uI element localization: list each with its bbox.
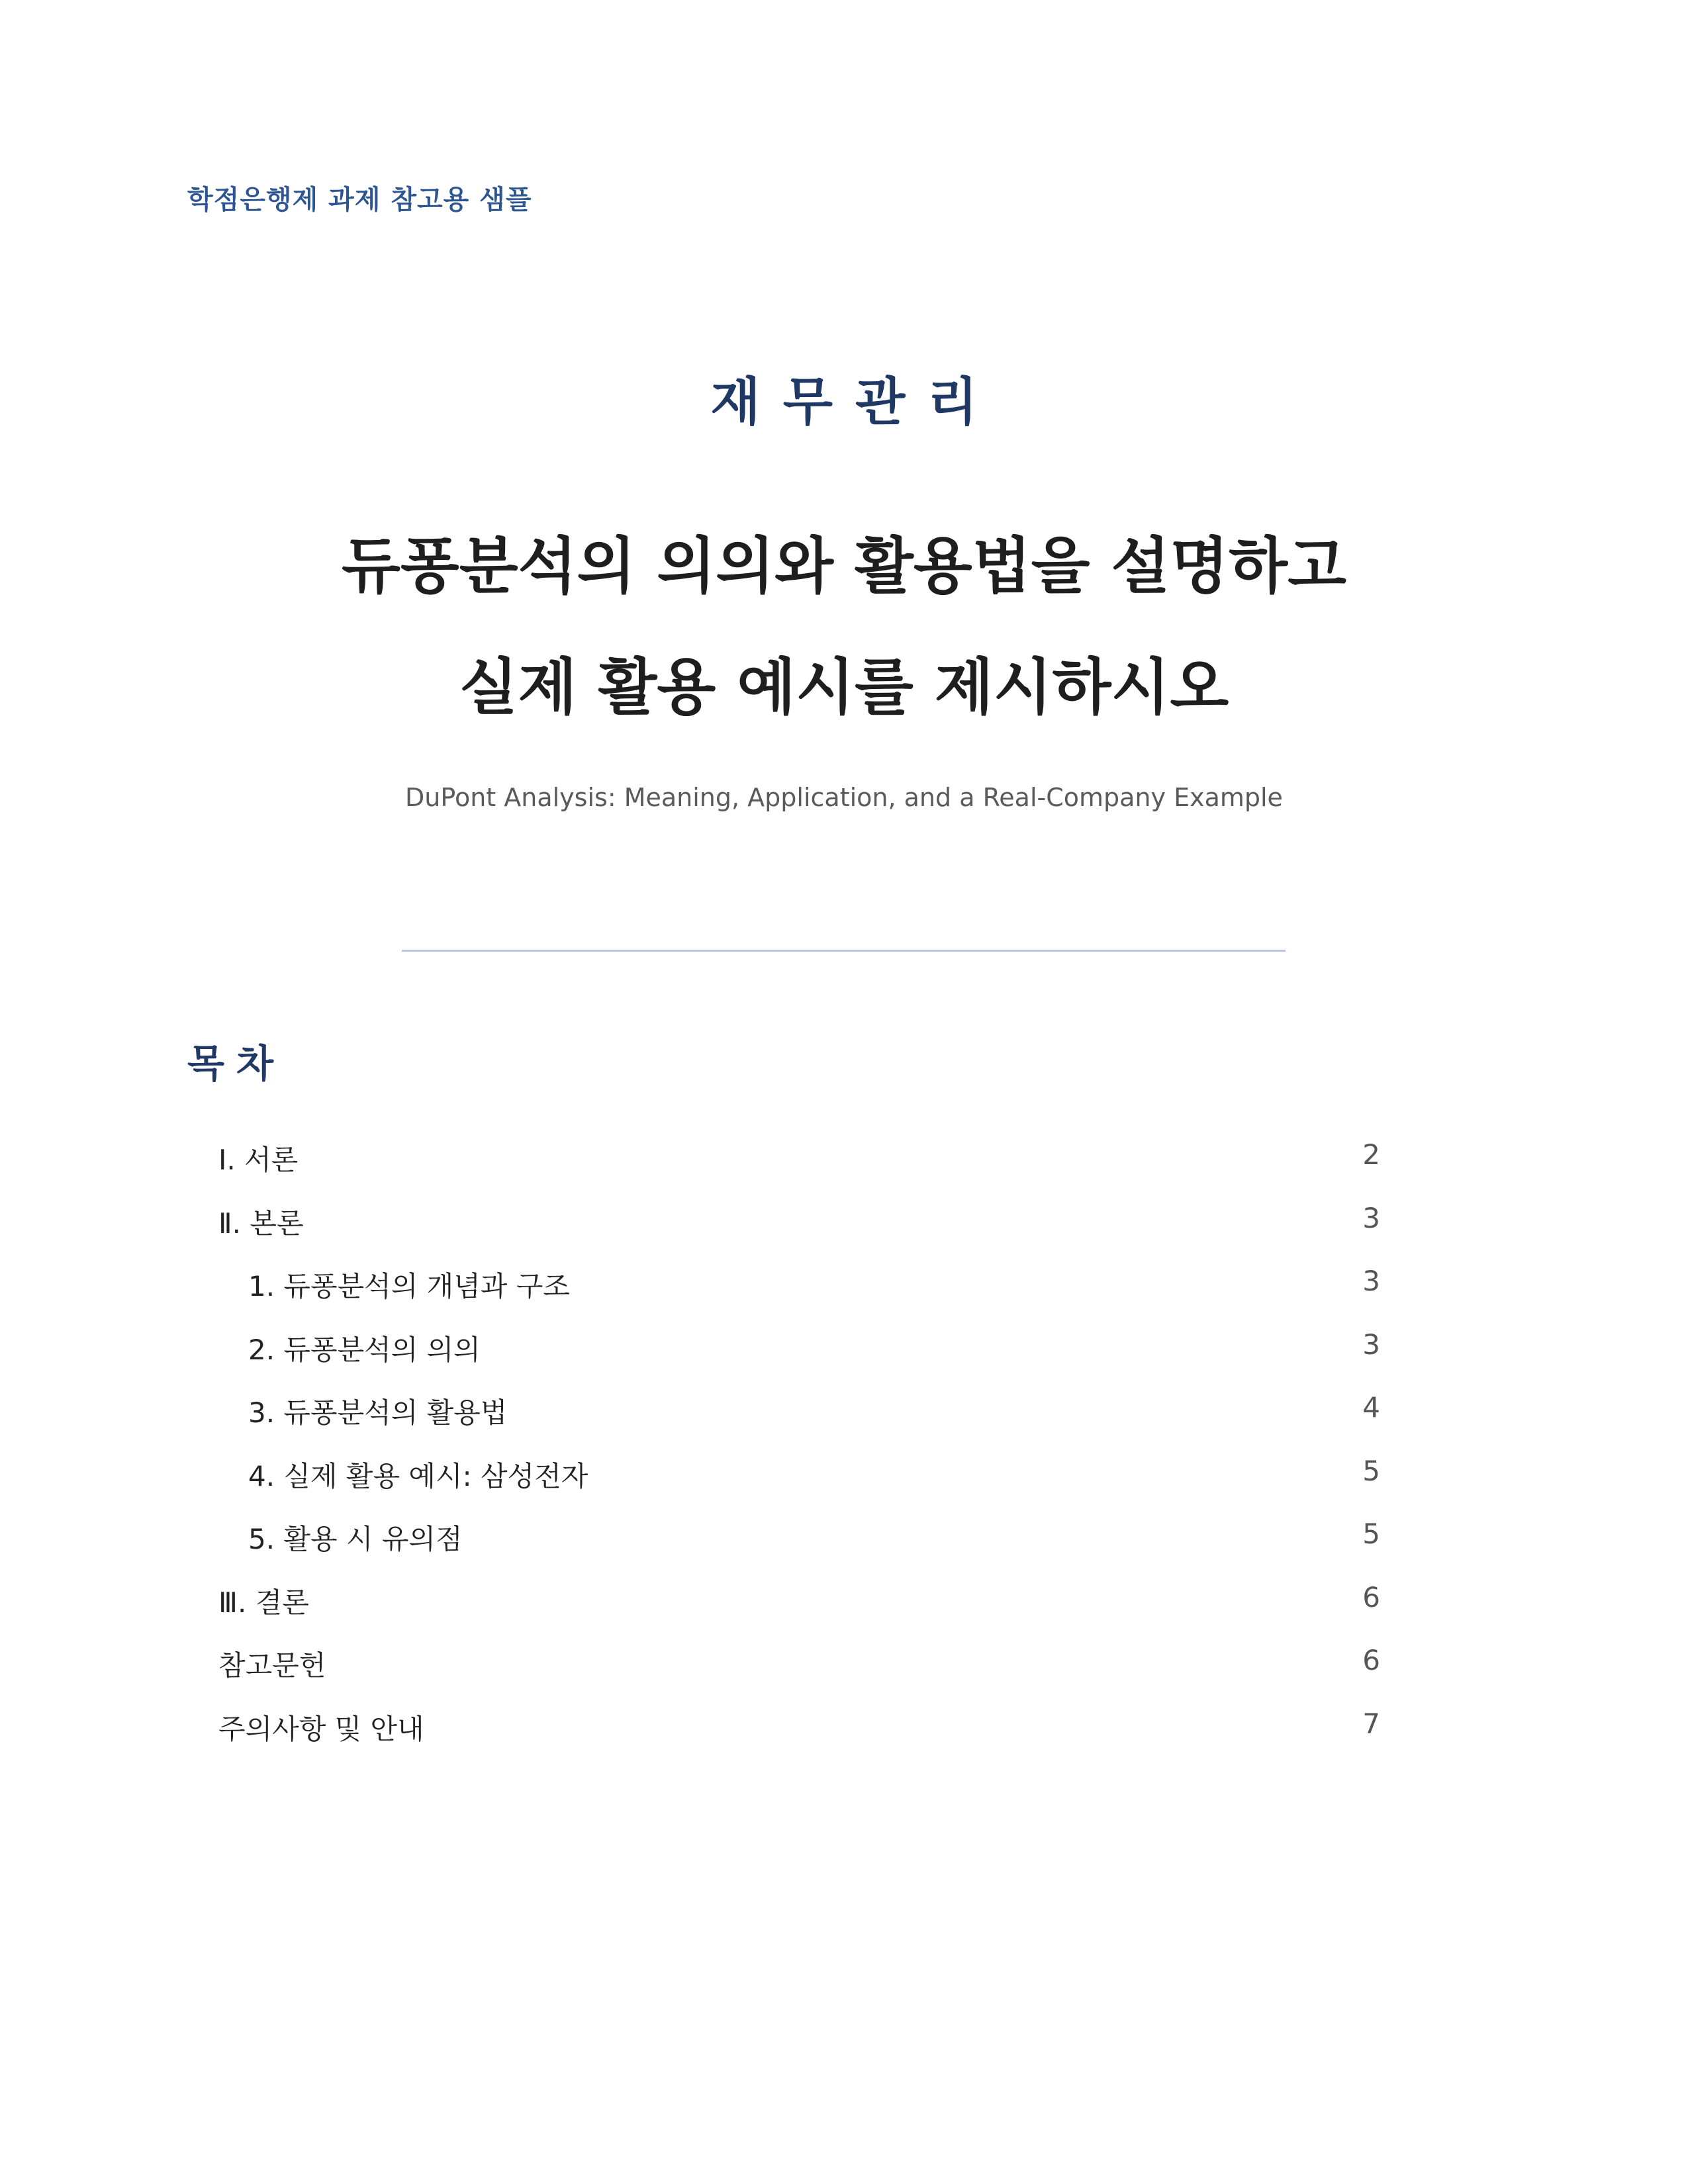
toc-item-page: 2 <box>1362 1138 1380 1171</box>
toc-item-label: Ⅰ. 서론 <box>218 1144 299 1176</box>
toc-item-label: 주의사항 및 안내 <box>218 1712 424 1745</box>
toc-item-page: 5 <box>1362 1454 1380 1487</box>
toc-item-body <box>218 1202 1380 1265</box>
toc-item-notice <box>218 1707 1380 1771</box>
toc-item-label: Ⅱ. 본론 <box>218 1206 304 1240</box>
toc-item-concept <box>218 1265 1380 1328</box>
toc-item-page: 7 <box>1362 1707 1380 1740</box>
toc-heading: 목차 <box>187 1041 286 1086</box>
toc-item-application <box>218 1391 1380 1455</box>
english-subtitle: DuPont Analysis: Meaning, Application, and a Real-Company Example <box>405 783 1283 812</box>
toc-item-conclusion <box>218 1581 1380 1645</box>
toc-item-label: Ⅲ. 결론 <box>218 1586 309 1619</box>
subject-title: 재무관리 <box>710 373 1000 432</box>
toc-item-label: 2. 듀퐁분석의 의의 <box>248 1333 481 1366</box>
toc-item-label: 4. 실제 활용 예시: 삼성전자 <box>248 1459 588 1492</box>
toc-item-page: 4 <box>1362 1391 1380 1424</box>
toc-item-cautions <box>218 1518 1380 1581</box>
toc-item-significance <box>218 1328 1380 1392</box>
table-of-contents <box>218 1138 1380 1770</box>
toc-item-page: 3 <box>1362 1265 1380 1297</box>
toc-item-label: 참고문헌 <box>218 1649 326 1682</box>
main-title-line-1: 듀퐁분석의 의의와 활용법을 설명하고 <box>341 531 1347 602</box>
toc-item-page: 6 <box>1362 1644 1380 1676</box>
toc-item-page: 6 <box>1362 1580 1380 1614</box>
main-title-line-2: 실제 활용 예시를 제시하시오 <box>459 652 1229 723</box>
toc-item-introduction <box>218 1138 1380 1202</box>
toc-item-page: 3 <box>1362 1328 1380 1361</box>
toc-item-page: 5 <box>1362 1518 1380 1550</box>
toc-item-label: 1. 듀퐁분석의 개념과 구조 <box>248 1270 570 1302</box>
toc-item-references <box>218 1644 1380 1707</box>
toc-item-label: 3. 듀퐁분석의 활용법 <box>248 1396 508 1429</box>
toc-item-label: 5. 활용 시 유의점 <box>248 1523 463 1555</box>
title-divider <box>402 950 1286 952</box>
toc-item-page: 3 <box>1362 1201 1380 1234</box>
header-label: 학점은행제 과제 참고용 샘플 <box>187 185 532 215</box>
toc-item-example <box>218 1455 1380 1518</box>
